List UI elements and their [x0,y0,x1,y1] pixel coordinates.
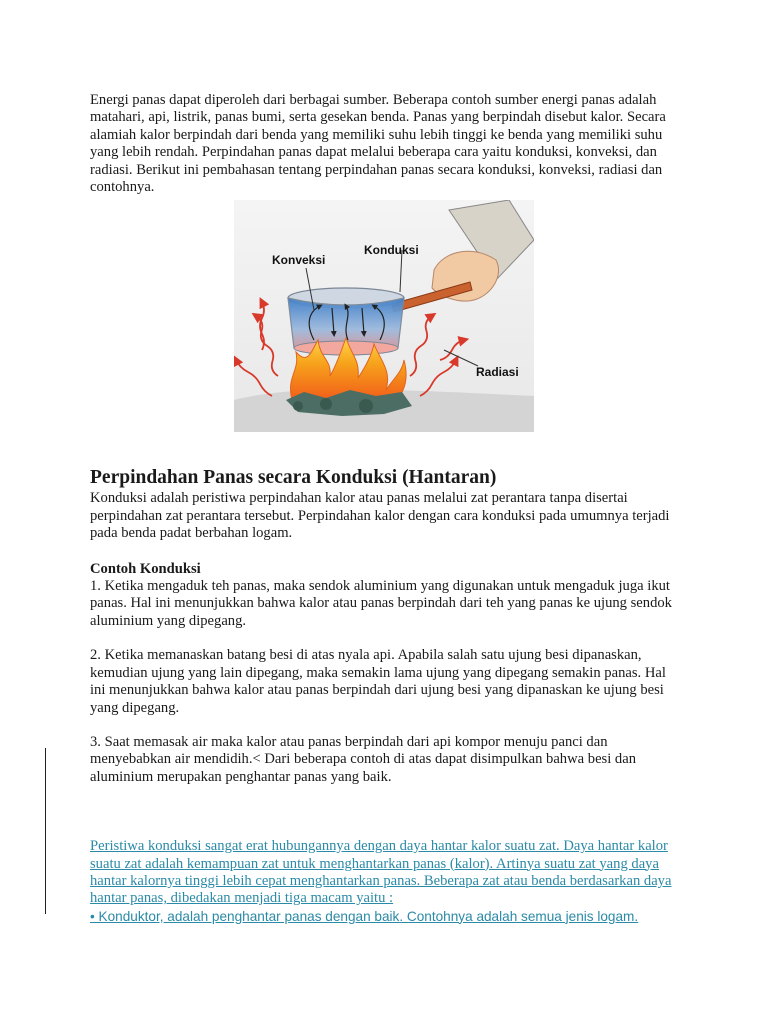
label-radiasi: Radiasi [476,365,519,380]
example-3: 3. Saat memasak air maka kalor atau panas berpindah dari api kompor menuju panci dan menyebabkan air mendidih.< Dari beberapa contoh di atas dapat disimpulkan bahwa besi dan aluminium merupakan penghantar panas yang baik. [90,733,636,785]
example-2: 2. Ketika memanaskan batang besi di atas nyala api. Apabila salah satu ujung besi dipanaskan, kemudian ujung yang lain dipegang, maka semakin lama ujung yang dipegang semakin panas. Hal ini menunjukkan bahwa kalor atau panas berpindah dari ujung besi yang dipanaskan ke ujung besi yang dipegang. [90,647,666,716]
document-page [90,92,680,925]
margin-rule [45,748,46,914]
link-paragraph[interactable]: Peristiwa konduksi sangat erat hubungannya dengan daya hantar kalor suatu zat. Daya hantar kalor suatu zat adalah kemampuan zat untuk menghantarkan panas (kalor). Artinya suatu zat yang daya hantar kalornya tinggi lebih cepat menghantarkan panas. Beberapa zat atau benda berdasarkan daya hantar panas, dibedakan menjadi tiga macam yaitu : [90,838,672,907]
heat-transfer-figure [234,200,534,432]
section-body: Konduksi adalah peristiwa perpindahan kalor atau panas melalui zat perantara tanpa disertai perpindahan zat perantara tersebut. Perpindahan kalor dengan cara konduksi pada umumnya terjadi pada benda padat berbahan logam. [90,490,670,542]
heat-transfer-illustration [234,200,534,432]
bullet-konduktor[interactable]: • Konduktor, adalah penghantar panas dengan baik. Contohnya adalah semua jenis logam. [90,908,639,924]
link-block[interactable] [90,838,680,925]
label-konveksi: Konveksi [272,253,326,268]
examples-heading: Contoh Konduksi [90,560,201,577]
example-1: 1. Ketika mengaduk teh panas, maka sendok aluminium yang digunakan untuk mengaduk juga ikut panas. Hal ini menunjukkan bahwa kalor atau panas berpindah dari teh yang panas ke ujung sendok aluminium yang dipegang. [90,578,672,629]
section-heading: Perpindahan Panas secara Konduksi (Hantaran) [90,467,497,489]
intro-paragraph: Energi panas dapat diperoleh dari berbagai sumber. Beberapa contoh sumber energi panas adalah matahari, api, listrik, panas bumi, serta gesekan benda. Panas yang berpindah disebut kalor. Secara alamiah kalor berpindah dari benda yang memiliki suhu lebih tinggi ke benda yang memiliki suhu yang lebih rendah. Perpindahan panas dapat melalui beberapa cara yaitu konduksi, konveksi, dan radiasi. Berikut ini pembahasan tentang perpindahan panas secara konduksi, konveksi, radiasi dan contohnya. [90,92,666,196]
label-konduksi: Konduksi [364,243,419,258]
